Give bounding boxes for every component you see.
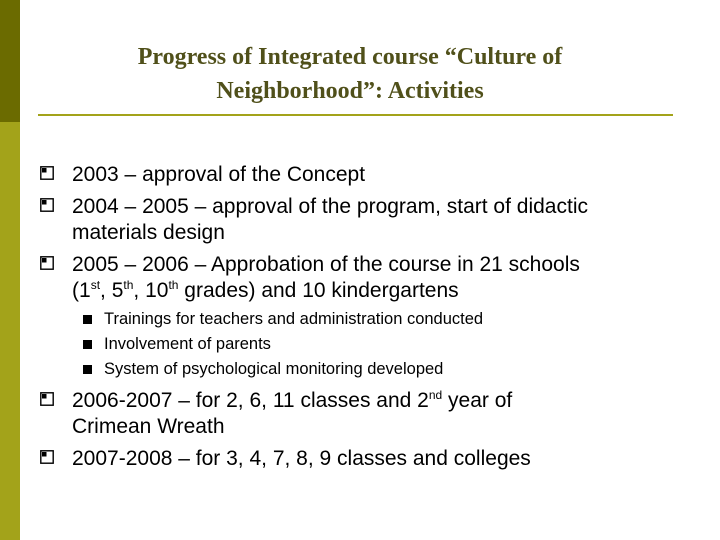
list-item: Trainings for teachers and administration conducted	[104, 307, 704, 332]
bullet-item-2005-2006	[72, 252, 702, 304]
bullet-item-2004-2005	[72, 194, 702, 246]
bullet-text-line-2: Crimean Wreath	[72, 415, 225, 438]
bullet-text-line-2: materials design	[72, 221, 225, 244]
square-bullet-icon	[40, 256, 54, 270]
square-bullet-icon	[40, 450, 54, 464]
bullet-item-2006-2007	[72, 388, 702, 440]
title-divider	[38, 114, 673, 116]
title-line-1: Progress of Integrated course “Culture of	[137, 44, 563, 70]
list-item: Involvement of parents	[104, 332, 704, 357]
list-item: System of psychological monitoring developed	[104, 357, 704, 382]
square-bullet-icon	[40, 198, 54, 212]
bullet-text-line-2: (1st, 5th, 10th grades) and 10 kindergartens	[72, 278, 459, 302]
bullet-text-line-1: 2005 – 2006 – Approbation of the course in 21 schools	[72, 253, 580, 276]
bullet-text-line-1: 2006-2007 – for 2, 6, 11 classes and 2nd year of	[72, 388, 513, 412]
bullet-item-2007-2008	[72, 446, 702, 472]
bullet-text: 2003 – approval of the Concept	[72, 163, 366, 186]
bullet-item-2003	[72, 162, 702, 188]
slide-title	[60, 40, 640, 108]
side-bar-bottom	[0, 122, 20, 540]
square-bullet-icon	[40, 392, 54, 406]
bullet-text-line-1: 2004 – 2005 – approval of the program, start of didactic	[72, 195, 588, 218]
title-line-2: Neighborhood”: Activities	[216, 78, 484, 104]
square-bullet-icon	[83, 315, 92, 324]
bullet-text: 2007-2008 – for 3, 4, 7, 8, 9 classes and colleges	[72, 447, 531, 470]
side-bar-top	[0, 0, 20, 122]
square-bullet-icon	[83, 365, 92, 374]
square-bullet-icon	[40, 166, 54, 180]
square-bullet-icon	[83, 340, 92, 349]
sub-bullet-list	[104, 307, 704, 382]
